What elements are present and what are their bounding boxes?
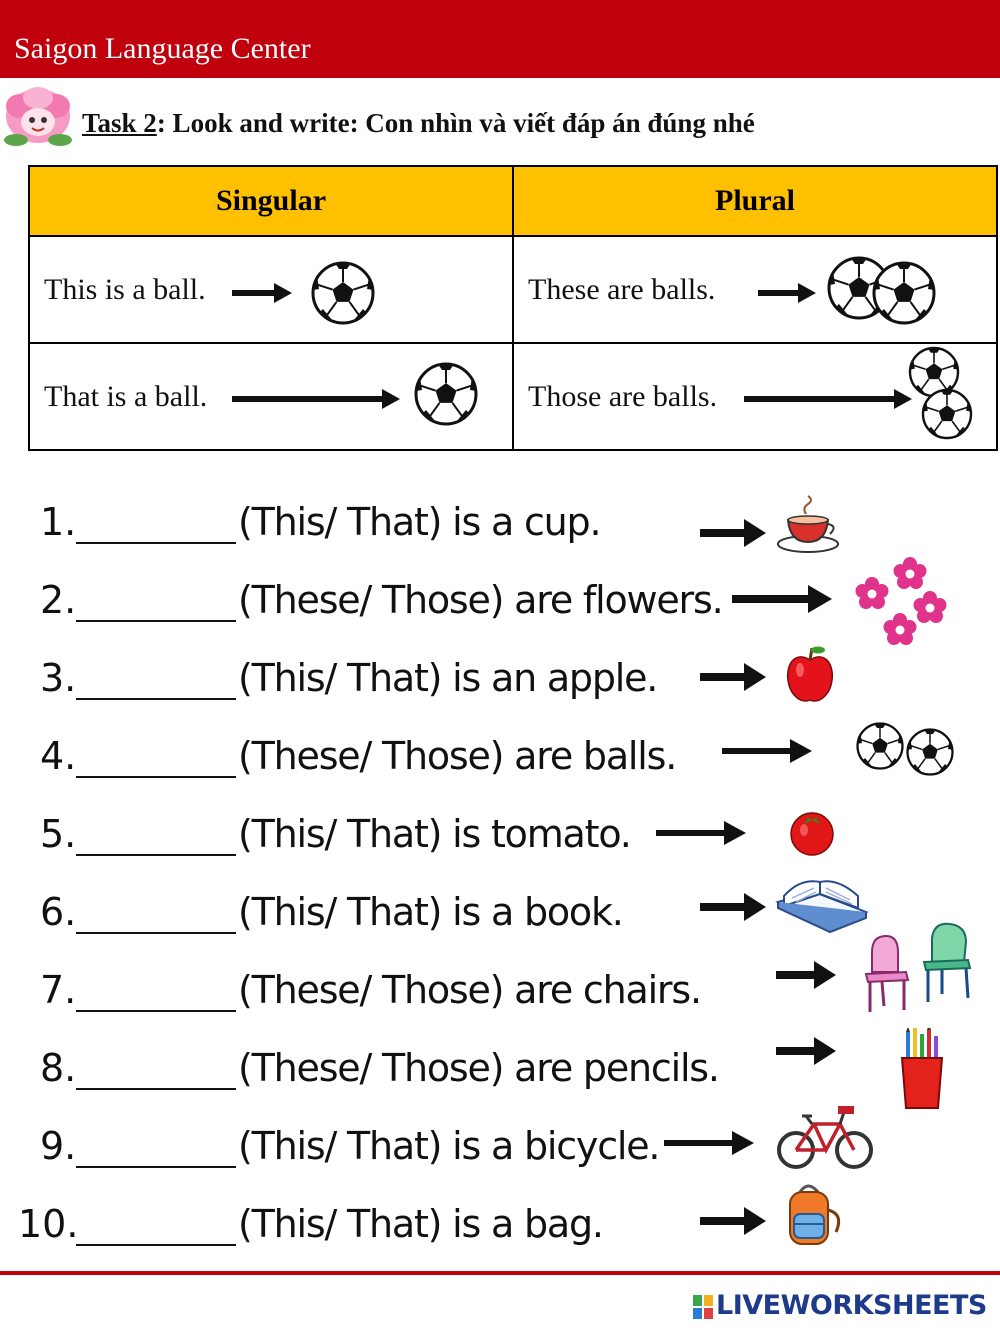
exercise-number: 2.	[40, 578, 77, 622]
cell-plural-those	[513, 343, 997, 450]
task-instruction-text: : Look and write: Con nhìn và viết đáp án đúng nhé	[156, 108, 755, 138]
exercise-number: 1.	[40, 500, 77, 544]
exercise-text: (This/ That) is a bicycle.	[238, 1124, 660, 1168]
cell-singular-that	[29, 343, 513, 450]
answer-blank[interactable]	[76, 776, 236, 778]
arrow-ball-icon	[30, 237, 515, 342]
bag-icon	[784, 1180, 848, 1250]
exercise-text: (These/ Those) are flowers.	[238, 578, 723, 622]
arrow-icon	[722, 736, 816, 766]
cell-singular-this	[29, 236, 513, 343]
exercise-item	[0, 882, 1000, 952]
flower-character-icon	[2, 84, 74, 150]
grammar-table	[28, 165, 998, 451]
exercise-item	[0, 726, 1000, 796]
balls-icon	[854, 720, 958, 784]
header-title: Saigon Language Center	[14, 32, 311, 65]
answer-blank[interactable]	[76, 620, 236, 622]
cell-text: Those are balls.	[528, 380, 718, 413]
answer-blank[interactable]	[76, 1244, 236, 1246]
arrow-icon	[776, 960, 840, 990]
exercise-number: 7.	[40, 968, 77, 1012]
pencils-icon	[898, 1028, 946, 1112]
arrow-icon	[700, 518, 770, 548]
exercise-text: (These/ Those) are balls.	[238, 734, 677, 778]
cell-text: That is a ball.	[44, 380, 208, 413]
arrow-icon	[700, 662, 770, 692]
liveworksheets-logo-icon	[692, 1294, 714, 1320]
exercise-number: 4.	[40, 734, 77, 778]
exercise-number: 3.	[40, 656, 77, 700]
exercise-number: 10.	[18, 1202, 79, 1246]
tomato-icon	[786, 804, 838, 858]
answer-blank[interactable]	[76, 542, 236, 544]
liveworksheets-brand[interactable]: LIVEWORKSHEETS	[716, 1290, 987, 1321]
exercise-item	[0, 1038, 1000, 1108]
header-bar	[0, 0, 1000, 78]
arrow-icon	[776, 1036, 840, 1066]
bicycle-icon	[776, 1104, 876, 1174]
arrow-icon	[700, 892, 770, 922]
exercise-item	[0, 804, 1000, 874]
exercise-text: (This/ That) is a bag.	[238, 1202, 603, 1246]
exercise-item	[0, 1194, 1000, 1264]
arrow-icon	[664, 1128, 758, 1158]
exercise-number: 9.	[40, 1124, 77, 1168]
exercise-item	[0, 570, 1000, 640]
task-label: Task 2	[82, 108, 157, 138]
exercise-text: (This/ That) is a cup.	[238, 500, 601, 544]
cup-icon	[774, 492, 844, 558]
cell-plural-these	[513, 236, 997, 343]
footer-divider	[0, 1271, 1000, 1275]
exercise-text: (This/ That) is a book.	[238, 890, 623, 934]
arrow-icon	[700, 1206, 770, 1236]
long-arrow-ball-icon	[30, 344, 515, 449]
answer-blank[interactable]	[76, 1088, 236, 1090]
exercise-text: (These/ Those) are pencils.	[238, 1046, 719, 1090]
answer-blank[interactable]	[76, 932, 236, 934]
header-plural: Plural	[513, 166, 997, 236]
answer-blank[interactable]	[76, 854, 236, 856]
header-singular: Singular	[29, 166, 513, 236]
grammar-row-this-these	[29, 236, 997, 343]
answer-blank[interactable]	[76, 1010, 236, 1012]
chairs-icon	[862, 918, 980, 1018]
answer-blank[interactable]	[76, 698, 236, 700]
cell-text: This is a ball.	[44, 273, 206, 306]
exercise-number: 8.	[40, 1046, 77, 1090]
apple-icon	[784, 644, 836, 706]
exercise-number: 6.	[40, 890, 77, 934]
exercise-item	[0, 648, 1000, 718]
exercise-item	[0, 492, 1000, 562]
arrow-icon	[656, 818, 750, 848]
exercise-text: (These/ Those) are chairs.	[238, 968, 701, 1012]
book-icon	[774, 872, 870, 942]
exercise-text: (This/ That) is tomato.	[238, 812, 631, 856]
exercise-item	[0, 960, 1000, 1030]
arrow-balls-icon	[514, 237, 999, 342]
exercise-list	[0, 480, 1000, 1270]
exercise-text: (This/ That) is an apple.	[238, 656, 658, 700]
grammar-row-that-those	[29, 343, 997, 450]
flowers-icon	[846, 554, 952, 660]
cell-text: These are balls.	[528, 273, 716, 306]
answer-blank[interactable]	[76, 1166, 236, 1168]
exercise-number: 5.	[40, 812, 77, 856]
grammar-table-header	[29, 166, 997, 236]
task-instruction	[82, 108, 755, 139]
arrow-icon	[732, 584, 836, 614]
long-arrow-balls-icon	[514, 344, 999, 449]
exercise-item	[0, 1116, 1000, 1186]
